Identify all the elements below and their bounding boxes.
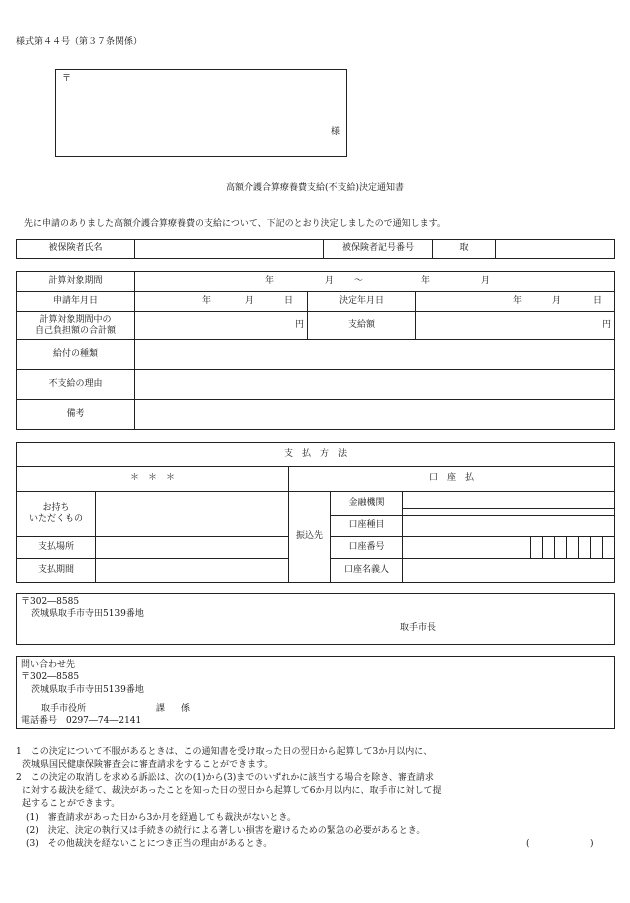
period-from-year: 年 bbox=[265, 276, 275, 286]
copay-label-line-1: 計算対象期間中の bbox=[39, 314, 112, 325]
nonpay-reason-value bbox=[135, 369, 615, 399]
account-number-value bbox=[403, 537, 615, 559]
inquiry-kakari: 係 bbox=[181, 704, 191, 714]
form-id: 様式第４４号（第３７条関係） bbox=[16, 37, 143, 47]
period-label: 計算対象期間 bbox=[17, 272, 135, 292]
insured-number-label: 被保険者記号番号 bbox=[324, 240, 433, 259]
apply-day: 日 bbox=[284, 296, 294, 307]
note-sub-3: (3) その他裁決を経ないことにつき正当の理由があるとき。 bbox=[26, 839, 273, 849]
decision-month: 月 bbox=[552, 296, 562, 307]
postal-mark: 〒 bbox=[62, 74, 72, 84]
insured-number-prefix: 取 bbox=[433, 240, 496, 259]
decision-year: 年 bbox=[513, 296, 523, 307]
inquiry-address: 茨城県取手市寺田5139番地 bbox=[31, 685, 144, 695]
copay-label bbox=[17, 312, 135, 340]
payment-amount-label: 支給額 bbox=[308, 312, 416, 340]
bring-label-line-1: お持ち bbox=[42, 502, 70, 513]
note-sub-1: (1) 審査請求があった日から3か月を経過しても裁決がないとき。 bbox=[26, 813, 297, 823]
sender-address: 茨城県取手市寺田5139番地 bbox=[31, 609, 144, 619]
insured-table bbox=[16, 239, 615, 259]
insured-name-label: 被保険者氏名 bbox=[17, 240, 135, 259]
place-label: 支払場所 bbox=[17, 537, 96, 559]
copay-value: 円 bbox=[135, 312, 308, 340]
benefit-type-label: 給付の種類 bbox=[17, 340, 135, 369]
intro-text: 先に申請のありました高額介護合算療養費の支給について、下記のとおり決定しましたので通知します。 bbox=[24, 219, 446, 229]
payment-right-header: 口 座 払 bbox=[289, 466, 615, 491]
bring-label-line-2: いただくもの bbox=[28, 514, 83, 525]
period-pay-label: 支払期間 bbox=[17, 559, 96, 583]
period-pay-value bbox=[96, 559, 289, 583]
account-number-cells bbox=[403, 537, 614, 558]
payment-amount-value: 円 bbox=[416, 312, 615, 340]
document-title: 高額介護合算療養費支給(不支給)決定通知書 bbox=[225, 183, 405, 193]
account-number-label: 口座番号 bbox=[331, 537, 403, 559]
account-type-value bbox=[403, 515, 615, 537]
period-value bbox=[135, 272, 615, 292]
bring-value bbox=[96, 491, 289, 537]
copay-label-line-2: 自己負担額の合計額 bbox=[34, 325, 116, 336]
note-1-line-b: 茨城県国民健康保険審査会に審査請求をすることができます。 bbox=[22, 760, 274, 770]
note-2-line-b: に対する裁決を経て、裁決があったことを知った日の翌日から起算して6か月以内に、取手市に対して提 bbox=[22, 786, 442, 796]
inquiry-label: 問い合わせ先 bbox=[21, 660, 76, 670]
transfer-label: 振込先 bbox=[289, 491, 331, 582]
period-to-month: 月 bbox=[481, 276, 491, 286]
decision-day: 日 bbox=[593, 296, 603, 307]
place-value bbox=[96, 537, 289, 559]
inquiry-postal: 〒302―8585 bbox=[21, 672, 80, 682]
inquiry-box bbox=[16, 656, 615, 729]
account-holder-label: 口座名義人 bbox=[331, 559, 403, 583]
account-holder-value bbox=[403, 559, 615, 583]
paren-open: ( bbox=[526, 839, 530, 849]
insured-number-value bbox=[496, 240, 615, 259]
inquiry-phone: 電話番号 0297―74―2141 bbox=[21, 716, 142, 726]
payment-header: 支 払 方 法 bbox=[17, 443, 615, 467]
period-tilde: ～ bbox=[354, 276, 364, 286]
benefit-type-value bbox=[135, 340, 615, 369]
inquiry-office: 取手市役所 bbox=[41, 704, 87, 714]
sender-postal: 〒302―8585 bbox=[21, 597, 80, 607]
note-1-line-a: 1 この決定について不服があるときは、この通知書を受け取った日の翌日から起算して3か月以内に、 bbox=[16, 747, 433, 757]
paren-close: ) bbox=[590, 839, 594, 849]
apply-year: 年 bbox=[202, 296, 212, 307]
bank-value bbox=[403, 491, 615, 515]
payment-table bbox=[16, 442, 615, 583]
note-2-line-c: 起することができます。 bbox=[22, 799, 121, 809]
bank-label: 金融機関 bbox=[331, 491, 403, 515]
apply-date-value bbox=[135, 292, 308, 312]
decision-date-label: 決定年月日 bbox=[308, 292, 416, 312]
address-box bbox=[55, 69, 347, 157]
period-to-year: 年 bbox=[421, 276, 431, 286]
decision-date-value bbox=[416, 292, 615, 312]
period-from-month: 月 bbox=[325, 276, 335, 286]
payment-left-header: ＊ ＊ ＊ bbox=[17, 466, 289, 491]
inquiry-ka: 課 bbox=[156, 704, 166, 714]
bring-label bbox=[17, 491, 96, 537]
remarks-value bbox=[135, 399, 615, 429]
sender-box bbox=[16, 593, 615, 645]
details-table bbox=[16, 271, 615, 430]
insured-name-value bbox=[135, 240, 324, 259]
note-2-line-a: 2 この決定の取消しを求める訴訟は、次の(1)から(3)までのいずれかに該当する場合を除き、審査請求 bbox=[16, 773, 434, 783]
note-sub-2: (2) 決定、決定の執行又は手続きの続行による著しい損害を避けるための緊急の必要があるとき。 bbox=[26, 826, 426, 836]
account-type-label: 口座種目 bbox=[331, 515, 403, 537]
remarks-label: 備考 bbox=[17, 399, 135, 429]
apply-month: 月 bbox=[245, 296, 255, 307]
nonpay-reason-label: 不支給の理由 bbox=[17, 369, 135, 399]
honorific: 様 bbox=[330, 127, 340, 137]
sender-mayor: 取手市長 bbox=[400, 623, 437, 633]
apply-date-label: 申請年月日 bbox=[17, 292, 135, 312]
